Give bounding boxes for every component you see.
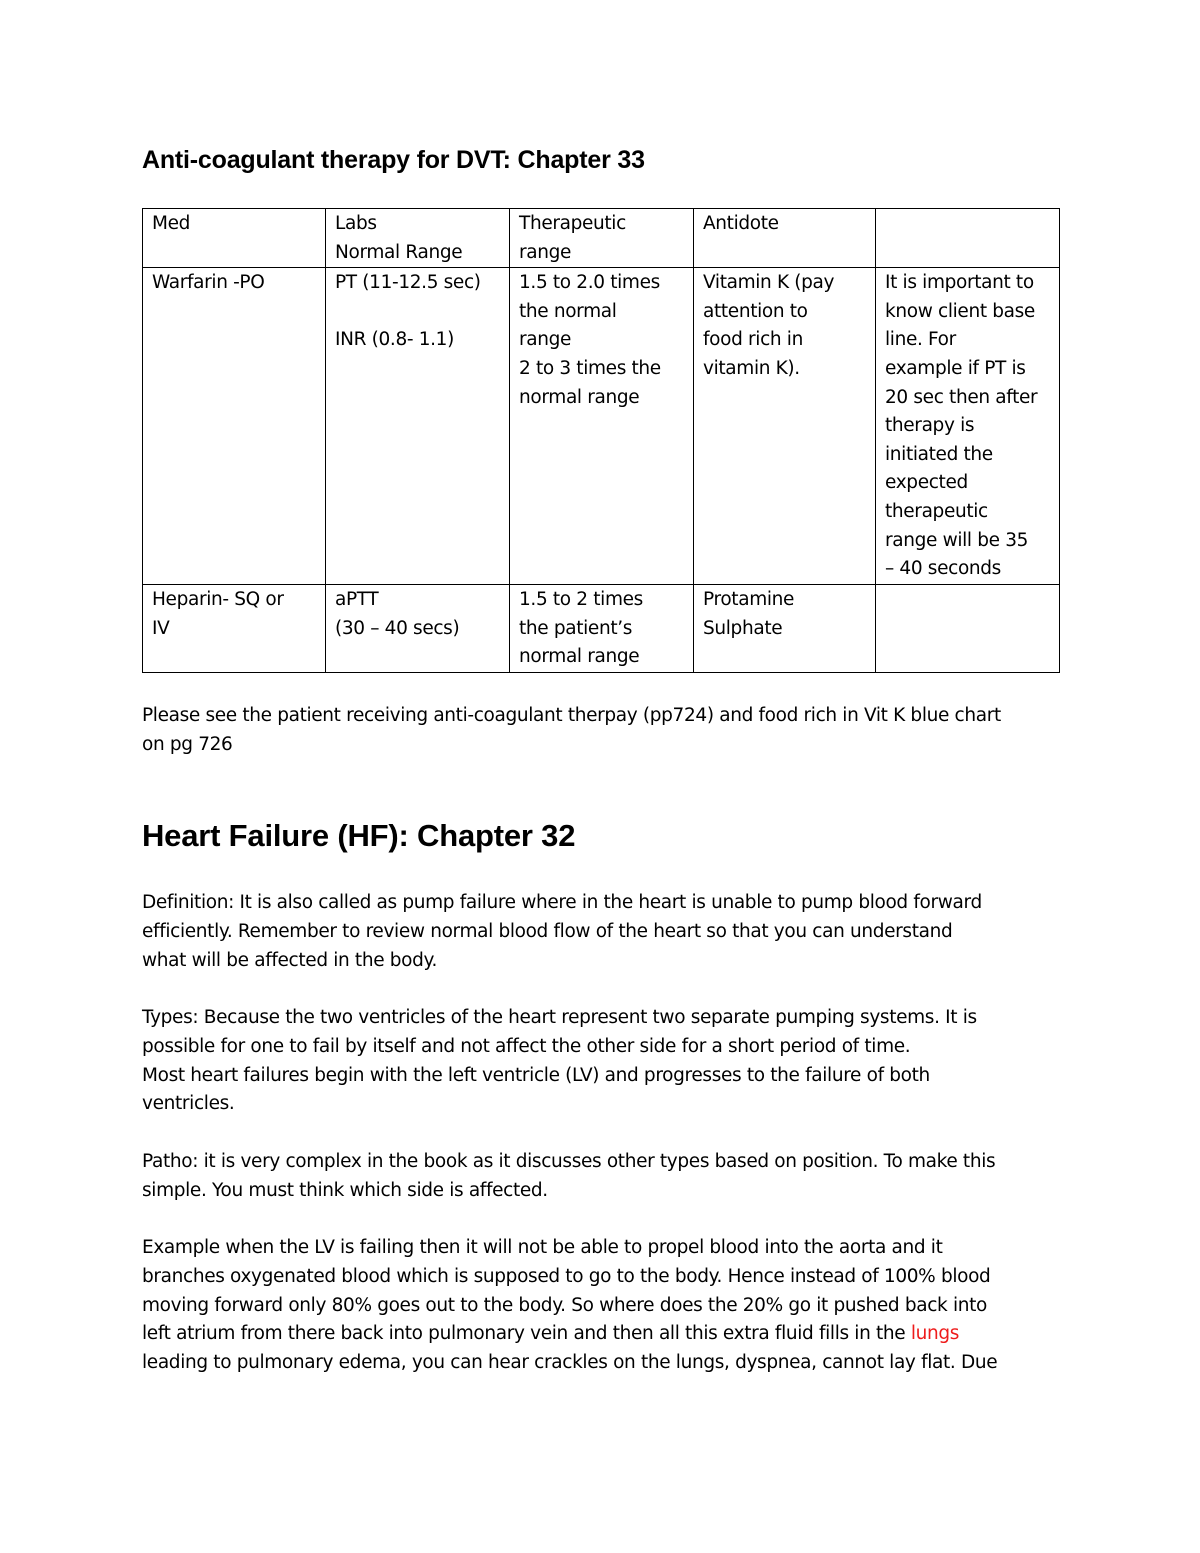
text-line: 1.5 to 2.0 times xyxy=(519,272,660,294)
text-line: range xyxy=(519,329,572,351)
example-lines xyxy=(142,1234,1067,1320)
text-line: example if PT is xyxy=(885,357,1026,379)
table-row-heparin xyxy=(143,585,1060,673)
text-line: simple. You must think which side is affected. xyxy=(142,1179,548,1201)
text-line: Most heart failures begin with the left ventricle (LV) and progresses to the failure of both xyxy=(142,1064,930,1086)
text-line: Vitamin K (pay xyxy=(703,272,835,294)
header-labs: Labs Normal Range xyxy=(326,209,510,268)
text-line: (30 – 40 secs) xyxy=(335,617,460,639)
text-line: Definition: It is also called as pump failure where in the heart is unable to pump blood forward xyxy=(142,892,982,913)
section-title-anticoagulant: Anti-coagulant therapy for DVT: Chapter 33 xyxy=(142,146,645,174)
text-line: Sulphate xyxy=(703,617,783,639)
header-med: Med xyxy=(143,209,326,268)
cell-therapeutic-range xyxy=(510,585,694,673)
text-line: the normal xyxy=(519,300,617,322)
text-line: possible for one to fail by itself and not affect the other side for a short period of time. xyxy=(142,1035,911,1057)
cell-notes xyxy=(876,268,1060,585)
text-line: IV xyxy=(152,617,170,639)
text-line: know client base xyxy=(885,300,1035,322)
header-antidote: Antidote xyxy=(694,209,876,268)
text-line: – 40 seconds xyxy=(885,558,1001,580)
text-line: efficiently. Remember to review normal blood flow of the heart so that you can understand xyxy=(142,920,953,942)
text-line: Example when the LV is failing then it will not be able to propel blood into the aorta and it xyxy=(142,1237,943,1258)
text-line: ventricles. xyxy=(142,1093,235,1115)
text-line: therapy is xyxy=(885,415,975,437)
text-line: therapeutic xyxy=(885,500,988,522)
text-line: range will be 35 xyxy=(885,529,1029,551)
example-line-5: leading to pulmonary edema, you can hear crackles on the lungs, dyspnea, cannot lay flat. Due xyxy=(142,1352,998,1374)
text-line: line. For xyxy=(885,329,956,351)
text-line: normal range xyxy=(519,386,640,408)
text-line: Patho: it is very complex in the book as it discusses other types based on position. To make this xyxy=(142,1151,996,1172)
text-line: food rich in xyxy=(703,329,803,351)
text-line: vitamin K). xyxy=(703,357,800,379)
text-line: moving forward only 80% goes out to the body. So where does the 20% go it pushed back into xyxy=(142,1294,987,1316)
cell-therapeutic-range xyxy=(510,268,694,585)
text-line: what will be affected in the body. xyxy=(142,949,438,971)
lungs-highlight: lungs xyxy=(910,1323,960,1345)
text-line: the patient’s xyxy=(519,617,633,639)
text-line: 2 to 3 times the xyxy=(519,357,661,379)
cell-labs xyxy=(326,268,510,585)
anticoagulant-table xyxy=(142,208,1060,673)
patho-paragraph xyxy=(142,1148,1067,1206)
cell-labs xyxy=(326,585,510,673)
text-line: on pg 726 xyxy=(142,733,233,755)
cell-antidote xyxy=(694,585,876,673)
table-header-row xyxy=(143,209,1060,268)
text-line: 20 sec then after xyxy=(885,386,1038,408)
header-notes xyxy=(876,209,1060,268)
types-paragraph xyxy=(142,1004,1067,1119)
table-row-warfarin xyxy=(143,268,1060,585)
text-line: Protamine xyxy=(703,589,795,611)
text-line: initiated the xyxy=(885,443,993,465)
text-line: Warfarin -PO xyxy=(152,272,265,294)
text-line: Heparin- SQ or xyxy=(152,589,284,611)
header-therapeutic-range: Therapeutic range xyxy=(510,209,694,268)
reference-note xyxy=(142,702,1067,760)
cell-med xyxy=(143,585,326,673)
text-line: Types: Because the two ventricles of the heart represent two separate pumping systems. It is xyxy=(142,1007,977,1028)
text-line: INR (0.8- 1.1) xyxy=(335,329,454,351)
text-line: 1.5 to 2 times xyxy=(519,589,643,611)
text-line: normal range xyxy=(519,646,640,668)
text-line: Please see the patient receiving anti-coagulant therpay (pp724) and food rich in Vit K blue chart xyxy=(142,705,1001,726)
text-line: aPTT xyxy=(335,589,379,611)
text-line: attention to xyxy=(703,300,808,322)
text-line: branches oxygenated blood which is supposed to go to the body. Hence instead of 100% blood xyxy=(142,1265,991,1287)
cell-med xyxy=(143,268,326,585)
cell-notes xyxy=(876,585,1060,673)
text-line: PT (11-12.5 sec) xyxy=(335,272,481,294)
text-line: It is important to xyxy=(885,272,1034,294)
definition-paragraph xyxy=(142,889,1067,975)
section-title-heart-failure: Heart Failure (HF): Chapter 32 xyxy=(142,818,576,853)
cell-antidote xyxy=(694,268,876,585)
example-paragraph xyxy=(142,1234,1067,1378)
example-line-4: left atrium from there back into pulmonary vein and then all this extra fluid fills in the lungs xyxy=(142,1323,960,1345)
text-line: expected xyxy=(885,472,968,494)
